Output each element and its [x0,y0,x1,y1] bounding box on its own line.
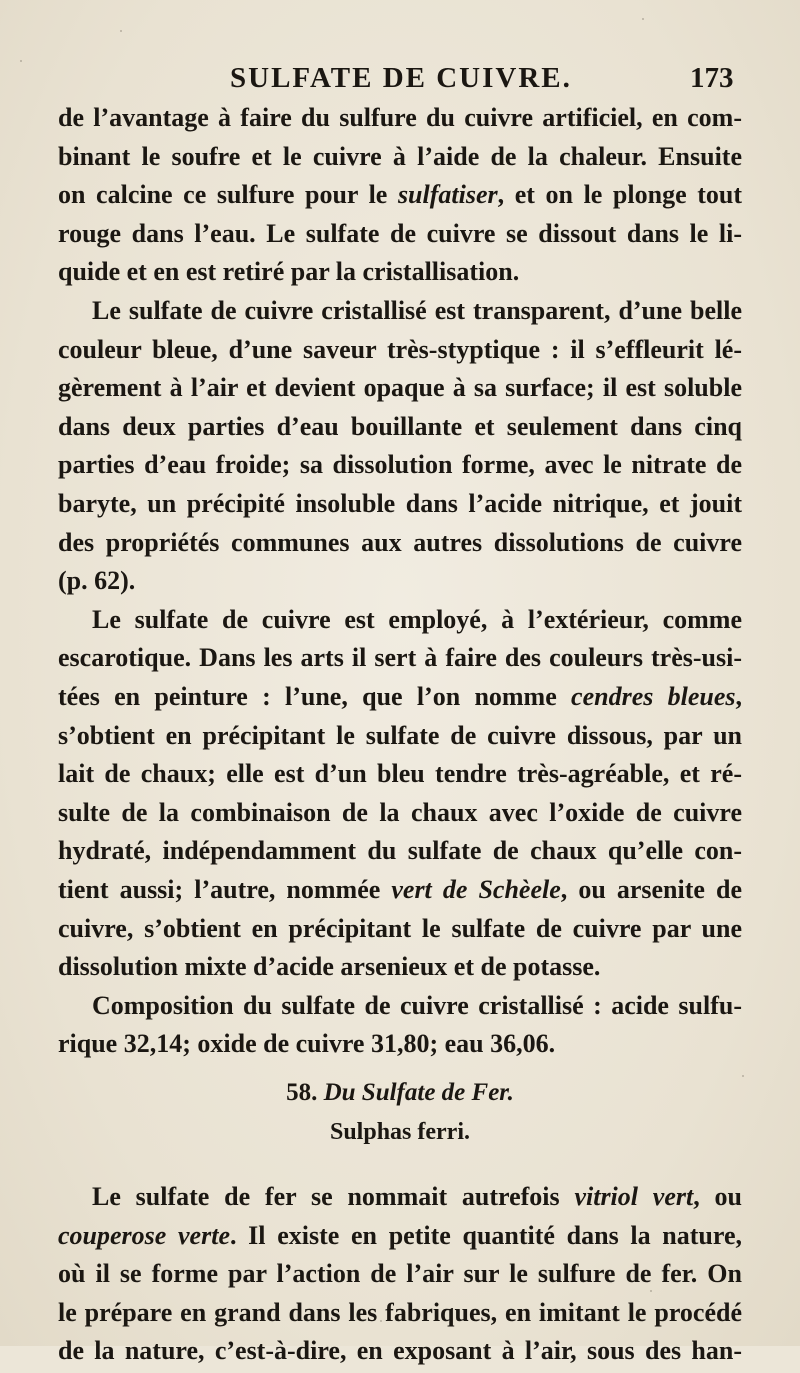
page-number: 173 [690,62,734,94]
text-line: on calcine ce sulfure pour le sulfatiser, et on le plonge tout [58,180,742,210]
text-line: rique 32,14; oxide de cuivre 31,80; eau 36,06. [58,1029,556,1059]
text-line: tient aussi; l’autre, nommée vert de Schèele, ou arsenite de [58,875,743,904]
page-header [0,62,800,98]
section-title: Du Sulfate de Fer. [323,1079,514,1106]
text-line: parties d’eau froide; sa dissolution forme, avec le nitrate de [58,450,742,480]
text-line: de la nature, c’est-à-dire, en exposant à l’air, sous des han- [58,1336,742,1366]
emphasis-term: cendres bleues [571,682,736,711]
text-line: sulte de la combinaison de la chaux avec l’oxide de cuivre [58,797,742,827]
text-line: (p. 62). [58,566,136,596]
emphasis-term: vert de Schèele [391,875,561,904]
text-line: dissolution mixte d’acide arsenieux et de potasse. [58,952,601,982]
text-line: Le sulfate de fer se nommait autrefois vitriol vert, ou [92,1182,742,1211]
text-line: couleur bleue, d’une saveur très-styptique : il s’effleurit lé- [58,334,742,364]
text-line: escarotique. Dans les arts il sert à faire des couleurs très-usi- [58,643,742,673]
text-line: binant le soufre et le cuivre à l’aide de la chaleur. Ensuite [58,141,742,171]
text-line: gèrement à l’air et devient opaque à sa surface; il est soluble [58,373,742,403]
text-line: où il se forme par l’action de l’air sur le sulfure de fer. On [58,1259,742,1289]
text-line: lait de chaux; elle est d’un bleu tendre très-agréable, et ré- [58,759,742,789]
running-title: SULFATE DE CUIVRE. [230,62,572,94]
section-number: 58. [286,1079,324,1106]
paper-speck [742,1075,744,1077]
text-line: Le sulfate de cuivre cristallisé est transparent, d’une belle [92,296,742,325]
text-line: Composition du sulfate de cuivre cristallisé : acide sulfu- [92,990,742,1020]
text-line: rouge dans l’eau. Le sulfate de cuivre se dissout dans le li- [58,218,742,248]
text-line: baryte, un précipité insoluble dans l’acide nitrique, et jouit [58,489,742,518]
emphasis-term: vitriol vert [574,1182,694,1211]
emphasis-term: sulfatiser [397,180,498,210]
text-line: couperose verte. Il existe en petite quantité dans la nature, [58,1220,742,1250]
latin-name: Sulphas ferri. [329,1119,470,1145]
text-line: des propriétés communes aux autres dissolutions de cuivre [58,527,742,557]
text-line: s’obtient en précipitant le sulfate de cuivre dissous, par un [58,720,742,750]
text-line: le prépare en grand dans les fabriques, en imitant le procédé [58,1297,742,1327]
text-line: hydraté, indépendamment du sulfate de chaux qu’elle con- [58,836,742,866]
section-heading [0,1079,800,1107]
text-line: Le sulfate de cuivre est employé, à l’extérieur, comme [92,604,742,634]
emphasis-term: couperose verte [58,1220,230,1250]
text-line: dans deux parties d’eau bouillante et seulement dans cinq [58,411,742,441]
text-line: tées en peinture : l’une, que l’on nomme cendres bleues, [58,682,742,711]
text-line: cuivre, s’obtient en précipitant le sulfate de cuivre par une [58,913,742,943]
text-line: quide et en est retiré par la cristallisation. [58,257,520,287]
text-line: de l’avantage à faire du sulfure du cuivre artificiel, en com- [58,103,742,132]
paper-speck [120,30,122,32]
paper-speck [642,18,644,20]
